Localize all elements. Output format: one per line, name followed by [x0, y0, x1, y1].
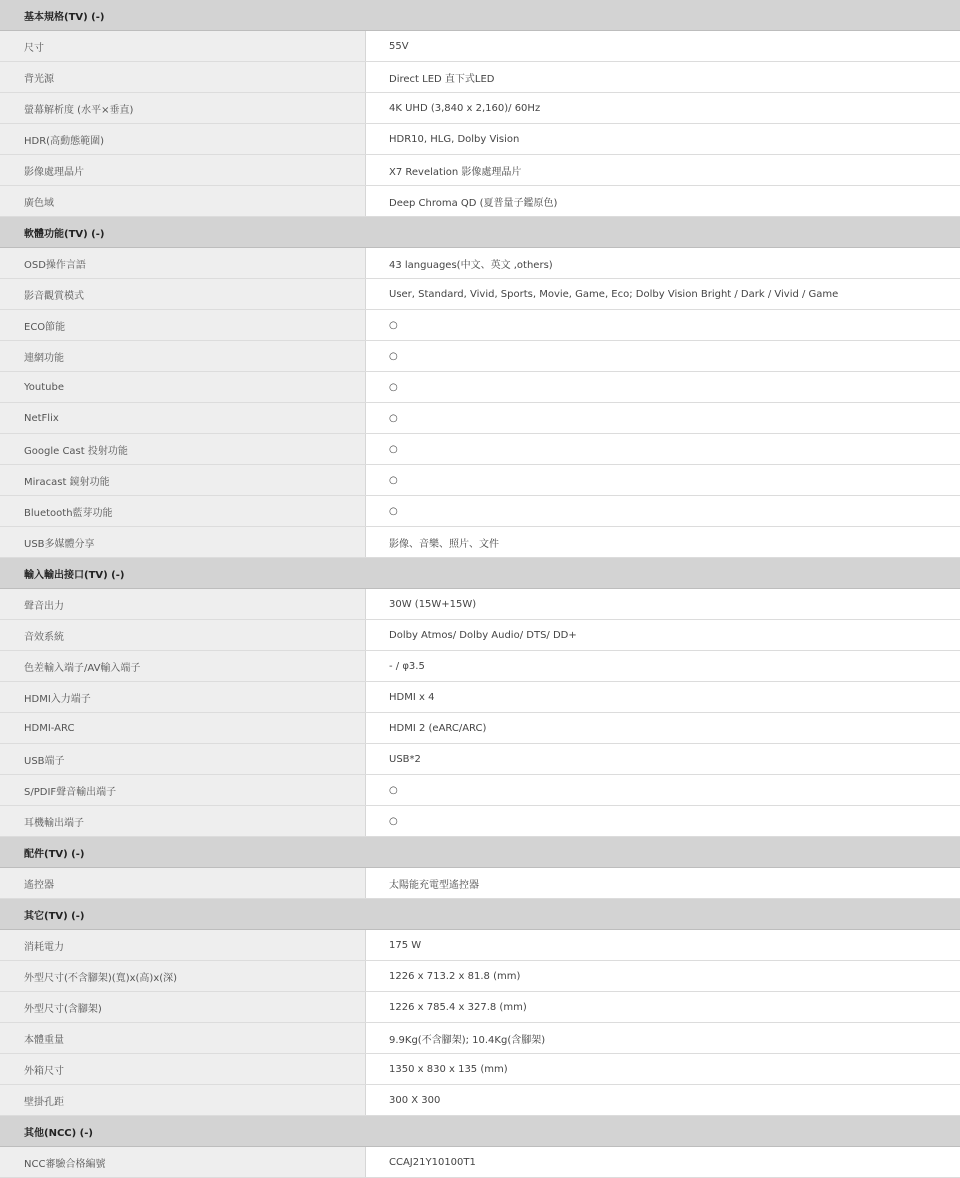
section-header: 其他(NCC) (-) [0, 1116, 960, 1147]
spec-label: 螢幕解析度 (水平×垂直) [0, 93, 366, 123]
spec-label: HDMI入力端子 [0, 682, 366, 712]
spec-label: NCC審驗合格編號 [0, 1147, 366, 1177]
spec-row [0, 248, 960, 279]
spec-row [0, 651, 960, 682]
spec-value: Direct LED 直下式LED [366, 62, 960, 92]
spec-label: 連網功能 [0, 341, 366, 371]
spec-label: 本體重量 [0, 1023, 366, 1053]
spec-value: 55V [366, 31, 960, 61]
spec-row [0, 434, 960, 465]
spec-value: - / φ3.5 [366, 651, 960, 681]
spec-label: 外型尺寸(不含腳架)(寬)x(高)x(深) [0, 961, 366, 991]
spec-label: 影像處理晶片 [0, 155, 366, 185]
spec-row [0, 341, 960, 372]
spec-value: 1226 x 713.2 x 81.8 (mm) [366, 961, 960, 991]
spec-value: User, Standard, Vivid, Sports, Movie, Game, Eco; Dolby Vision Bright / Dark / Vivid / Game [366, 279, 960, 309]
section-header: 輸入輸出接口(TV) (-) [0, 558, 960, 589]
spec-label: S/PDIF聲音輸出端子 [0, 775, 366, 805]
spec-label: 影音觀賞模式 [0, 279, 366, 309]
spec-value: USB*2 [366, 744, 960, 774]
spec-value: ○ [366, 806, 960, 836]
spec-value: Deep Chroma QD (夏普量子鑑原色) [366, 186, 960, 216]
spec-row [0, 992, 960, 1023]
spec-label: HDMI-ARC [0, 713, 366, 743]
spec-row [0, 1147, 960, 1178]
spec-value: HDMI 2 (eARC/ARC) [366, 713, 960, 743]
spec-label: 色差輸入端子/AV輸入端子 [0, 651, 366, 681]
spec-value: 30W (15W+15W) [366, 589, 960, 619]
spec-value: ○ [366, 310, 960, 340]
spec-label: USB多媒體分享 [0, 527, 366, 557]
spec-label: Bluetooth藍芽功能 [0, 496, 366, 526]
spec-row [0, 310, 960, 341]
spec-row [0, 713, 960, 744]
spec-row [0, 155, 960, 186]
spec-label: HDR(高動態範圍) [0, 124, 366, 154]
spec-label: USB端子 [0, 744, 366, 774]
spec-value: CCAJ21Y10100T1 [366, 1147, 960, 1177]
spec-value: ○ [366, 434, 960, 464]
spec-value: 1226 x 785.4 x 327.8 (mm) [366, 992, 960, 1022]
spec-row [0, 589, 960, 620]
spec-value: ○ [366, 341, 960, 371]
spec-label: 背光源 [0, 62, 366, 92]
spec-row [0, 1023, 960, 1054]
spec-row [0, 279, 960, 310]
spec-label: 尺寸 [0, 31, 366, 61]
spec-value: X7 Revelation 影像處理晶片 [366, 155, 960, 185]
spec-value: 9.9Kg(不含腳架); 10.4Kg(含腳架) [366, 1023, 960, 1053]
spec-value: ○ [366, 403, 960, 433]
section-header: 基本規格(TV) (-) [0, 0, 960, 31]
spec-row [0, 527, 960, 558]
spec-row [0, 186, 960, 217]
spec-row [0, 868, 960, 899]
spec-value: 300 X 300 [366, 1085, 960, 1115]
spec-value: 影像、音樂、照片、文件 [366, 527, 960, 557]
spec-row [0, 682, 960, 713]
spec-value: ○ [366, 372, 960, 402]
spec-label: Miracast 鏡射功能 [0, 465, 366, 495]
spec-row [0, 62, 960, 93]
spec-label: 外箱尺寸 [0, 1054, 366, 1084]
section-header: 配件(TV) (-) [0, 837, 960, 868]
spec-row [0, 961, 960, 992]
spec-value: HDR10, HLG, Dolby Vision [366, 124, 960, 154]
spec-label: NetFlix [0, 403, 366, 433]
spec-value: Dolby Atmos/ Dolby Audio/ DTS/ DD+ [366, 620, 960, 650]
spec-value: 1350 x 830 x 135 (mm) [366, 1054, 960, 1084]
spec-row [0, 775, 960, 806]
spec-row [0, 31, 960, 62]
spec-value: 43 languages(中文、英文 ,others) [366, 248, 960, 278]
spec-row [0, 930, 960, 961]
spec-row [0, 496, 960, 527]
spec-row [0, 124, 960, 155]
spec-label: 外型尺寸(含腳架) [0, 992, 366, 1022]
spec-label: OSD操作言語 [0, 248, 366, 278]
spec-value: ○ [366, 775, 960, 805]
spec-value: 太陽能充電型遙控器 [366, 868, 960, 898]
spec-label: 壁掛孔距 [0, 1085, 366, 1115]
spec-value: 4K UHD (3,840 x 2,160)/ 60Hz [366, 93, 960, 123]
spec-row [0, 1085, 960, 1116]
spec-row [0, 372, 960, 403]
spec-label: ECO節能 [0, 310, 366, 340]
spec-row [0, 620, 960, 651]
spec-value: ○ [366, 496, 960, 526]
spec-label: 消耗電力 [0, 930, 366, 960]
spec-row [0, 93, 960, 124]
spec-row [0, 744, 960, 775]
spec-label: Youtube [0, 372, 366, 402]
spec-value: 175 W [366, 930, 960, 960]
spec-row [0, 1054, 960, 1085]
section-header: 軟體功能(TV) (-) [0, 217, 960, 248]
spec-label: 耳機輸出端子 [0, 806, 366, 836]
spec-row [0, 465, 960, 496]
spec-row [0, 806, 960, 837]
spec-label: 廣色域 [0, 186, 366, 216]
spec-label: 遙控器 [0, 868, 366, 898]
spec-row [0, 403, 960, 434]
spec-label: 聲音出力 [0, 589, 366, 619]
spec-value: ○ [366, 465, 960, 495]
spec-label: Google Cast 投射功能 [0, 434, 366, 464]
section-header: 其它(TV) (-) [0, 899, 960, 930]
spec-value: HDMI x 4 [366, 682, 960, 712]
spec-label: 音效系統 [0, 620, 366, 650]
